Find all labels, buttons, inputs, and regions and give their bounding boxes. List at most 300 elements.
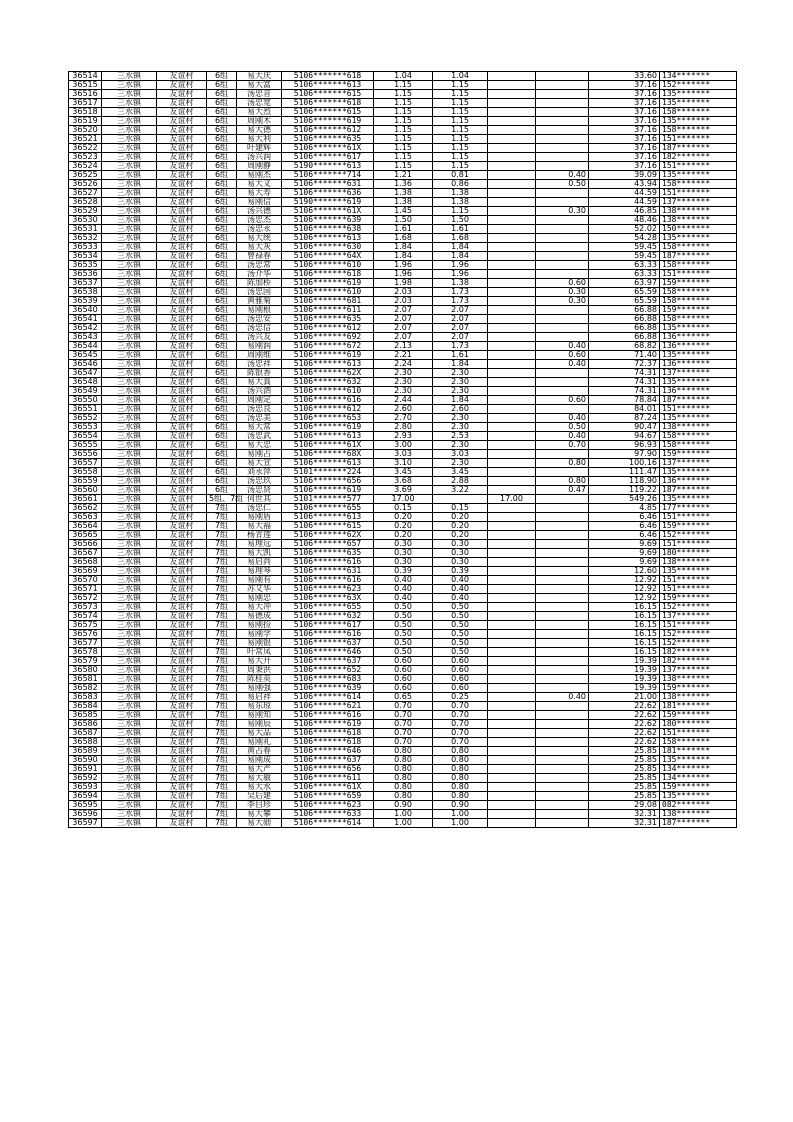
row-number: 36543 bbox=[69, 333, 102, 342]
name-cell: 汤忠仁 bbox=[237, 504, 282, 513]
amount-cell: 90.47 bbox=[589, 423, 660, 432]
total-area-cell: 1.15 bbox=[374, 126, 433, 135]
row-number: 36521 bbox=[69, 135, 102, 144]
area-b-cell bbox=[488, 90, 536, 99]
id-number-cell: 5106*******635 bbox=[282, 315, 374, 324]
group-cell: 6组 bbox=[207, 261, 237, 270]
id-number-cell: 5106*******617 bbox=[282, 621, 374, 630]
name-cell: 易大真 bbox=[237, 378, 282, 387]
id-number-cell: 5106*******61X bbox=[282, 783, 374, 792]
name-cell: 易德成 bbox=[237, 612, 282, 621]
town-cell: 三水镇 bbox=[102, 657, 157, 666]
town-cell: 三水镇 bbox=[102, 801, 157, 810]
amount-cell: 37.16 bbox=[589, 126, 660, 135]
town-cell: 三水镇 bbox=[102, 783, 157, 792]
id-number-cell: 5106*******636 bbox=[282, 189, 374, 198]
name-cell: 易理琴 bbox=[237, 567, 282, 576]
village-cell: 友谊村 bbox=[157, 297, 207, 306]
town-cell: 三水镇 bbox=[102, 675, 157, 684]
row-number: 36562 bbox=[69, 504, 102, 513]
phone-cell: 136******* bbox=[660, 477, 737, 486]
town-cell: 三水镇 bbox=[102, 405, 157, 414]
name-cell: 易大义 bbox=[237, 180, 282, 189]
total-area-cell: 1.84 bbox=[374, 243, 433, 252]
amount-cell: 39.09 bbox=[589, 171, 660, 180]
id-number-cell: 5106*******639 bbox=[282, 684, 374, 693]
village-cell: 友谊村 bbox=[157, 153, 207, 162]
row-number: 36550 bbox=[69, 396, 102, 405]
area-b-cell bbox=[488, 774, 536, 783]
town-cell: 三水镇 bbox=[102, 441, 157, 450]
town-cell: 三水镇 bbox=[102, 495, 157, 504]
area-b-cell bbox=[488, 279, 536, 288]
village-cell: 友谊村 bbox=[157, 684, 207, 693]
total-area-cell: 0.20 bbox=[374, 531, 433, 540]
area-b-cell bbox=[488, 153, 536, 162]
row-number: 36553 bbox=[69, 423, 102, 432]
area-b-cell bbox=[488, 270, 536, 279]
area-a-cell: 0.40 bbox=[433, 594, 488, 603]
village-cell: 友谊村 bbox=[157, 189, 207, 198]
name-cell: 陈桂英 bbox=[237, 675, 282, 684]
area-b-cell bbox=[488, 432, 536, 441]
village-cell: 友谊村 bbox=[157, 342, 207, 351]
area-c-cell: 0.47 bbox=[536, 486, 589, 495]
name-cell: 汤忠安 bbox=[237, 315, 282, 324]
area-b-cell bbox=[488, 675, 536, 684]
name-cell: 杨青莲 bbox=[237, 531, 282, 540]
area-a-cell: 2.30 bbox=[433, 441, 488, 450]
total-area-cell: 1.04 bbox=[374, 72, 433, 81]
amount-cell: 48.46 bbox=[589, 216, 660, 225]
amount-cell: 66.88 bbox=[589, 333, 660, 342]
name-cell: 易大寿 bbox=[237, 189, 282, 198]
total-area-cell: 0.50 bbox=[374, 603, 433, 612]
village-cell: 友谊村 bbox=[157, 378, 207, 387]
amount-cell: 22.62 bbox=[589, 729, 660, 738]
phone-cell: 187******* bbox=[660, 144, 737, 153]
group-cell: 6组 bbox=[207, 216, 237, 225]
phone-cell: 152******* bbox=[660, 639, 737, 648]
area-b-cell bbox=[488, 522, 536, 531]
town-cell: 三水镇 bbox=[102, 270, 157, 279]
table-row bbox=[69, 819, 737, 828]
area-c-cell bbox=[536, 378, 589, 387]
id-number-cell: 5106*******616 bbox=[282, 576, 374, 585]
group-cell: 6组 bbox=[207, 459, 237, 468]
name-cell: 易大勋 bbox=[237, 819, 282, 828]
area-b-cell bbox=[488, 108, 536, 117]
row-number: 36568 bbox=[69, 558, 102, 567]
area-a-cell: 1.61 bbox=[433, 225, 488, 234]
group-cell: 7组 bbox=[207, 720, 237, 729]
town-cell: 三水镇 bbox=[102, 180, 157, 189]
area-c-cell bbox=[536, 504, 589, 513]
group-cell: 6组 bbox=[207, 81, 237, 90]
area-b-cell bbox=[488, 594, 536, 603]
phone-cell: 135******* bbox=[660, 99, 737, 108]
row-number: 36546 bbox=[69, 360, 102, 369]
area-c-cell bbox=[536, 90, 589, 99]
total-area-cell: 0.80 bbox=[374, 747, 433, 756]
amount-cell: 32.31 bbox=[589, 810, 660, 819]
area-c-cell bbox=[536, 540, 589, 549]
area-b-cell bbox=[488, 513, 536, 522]
amount-cell: 46.85 bbox=[589, 207, 660, 216]
amount-cell: 37.16 bbox=[589, 144, 660, 153]
area-b-cell bbox=[488, 360, 536, 369]
town-cell: 三水镇 bbox=[102, 468, 157, 477]
village-cell: 友谊村 bbox=[157, 720, 207, 729]
area-c-cell bbox=[536, 819, 589, 828]
village-cell: 友谊村 bbox=[157, 765, 207, 774]
village-cell: 友谊村 bbox=[157, 531, 207, 540]
row-number: 36540 bbox=[69, 306, 102, 315]
village-cell: 友谊村 bbox=[157, 99, 207, 108]
area-c-cell: 0.30 bbox=[536, 207, 589, 216]
phone-cell: 181******* bbox=[660, 747, 737, 756]
area-b-cell bbox=[488, 468, 536, 477]
total-area-cell: 1.38 bbox=[374, 189, 433, 198]
area-a-cell: 1.00 bbox=[433, 819, 488, 828]
area-a-cell: 0.50 bbox=[433, 621, 488, 630]
village-cell: 友谊村 bbox=[157, 360, 207, 369]
area-b-cell bbox=[488, 288, 536, 297]
area-a-cell: 2.30 bbox=[433, 369, 488, 378]
total-area-cell: 1.15 bbox=[374, 135, 433, 144]
name-cell: 易刚忠 bbox=[237, 594, 282, 603]
town-cell: 三水镇 bbox=[102, 693, 157, 702]
area-b-cell bbox=[488, 72, 536, 81]
area-a-cell: 3.22 bbox=[433, 486, 488, 495]
amount-cell: 119.22 bbox=[589, 486, 660, 495]
group-cell: 6组 bbox=[207, 414, 237, 423]
id-number-cell: 5106*******610 bbox=[282, 288, 374, 297]
id-number-cell: 5106*******659 bbox=[282, 792, 374, 801]
area-a-cell: 1.50 bbox=[433, 216, 488, 225]
row-number: 36594 bbox=[69, 792, 102, 801]
amount-cell: 16.15 bbox=[589, 639, 660, 648]
area-a-cell: 1.73 bbox=[433, 342, 488, 351]
group-cell: 6组 bbox=[207, 270, 237, 279]
amount-cell: 65.59 bbox=[589, 297, 660, 306]
name-cell: 何世其 bbox=[237, 495, 282, 504]
town-cell: 三水镇 bbox=[102, 252, 157, 261]
area-c-cell bbox=[536, 612, 589, 621]
row-number: 36531 bbox=[69, 225, 102, 234]
group-cell: 6组 bbox=[207, 162, 237, 171]
area-b-cell bbox=[488, 819, 536, 828]
amount-cell: 549.26 bbox=[589, 495, 660, 504]
town-cell: 三水镇 bbox=[102, 612, 157, 621]
area-c-cell: 0.40 bbox=[536, 360, 589, 369]
id-number-cell: 5106*******621 bbox=[282, 702, 374, 711]
area-c-cell: 0.40 bbox=[536, 414, 589, 423]
group-cell: 7组 bbox=[207, 747, 237, 756]
amount-cell: 25.85 bbox=[589, 756, 660, 765]
area-c-cell bbox=[536, 756, 589, 765]
amount-cell: 19.39 bbox=[589, 666, 660, 675]
id-number-cell: 5101*******577 bbox=[282, 495, 374, 504]
town-cell: 三水镇 bbox=[102, 540, 157, 549]
town-cell: 三水镇 bbox=[102, 504, 157, 513]
amount-cell: 94.67 bbox=[589, 432, 660, 441]
phone-cell: 151******* bbox=[660, 585, 737, 594]
area-c-cell bbox=[536, 324, 589, 333]
row-number: 36581 bbox=[69, 675, 102, 684]
phone-cell: 159******* bbox=[660, 594, 737, 603]
phone-cell: 134******* bbox=[660, 765, 737, 774]
area-c-cell bbox=[536, 720, 589, 729]
id-number-cell: 5106*******64X bbox=[282, 252, 374, 261]
village-cell: 友谊村 bbox=[157, 135, 207, 144]
row-number: 36595 bbox=[69, 801, 102, 810]
total-area-cell: 2.30 bbox=[374, 387, 433, 396]
area-a-cell: 1.15 bbox=[433, 207, 488, 216]
name-cell: 易大品 bbox=[237, 729, 282, 738]
amount-cell: 66.88 bbox=[589, 324, 660, 333]
area-c-cell: 0.70 bbox=[536, 441, 589, 450]
group-cell: 6组 bbox=[207, 180, 237, 189]
amount-cell: 111.47 bbox=[589, 468, 660, 477]
town-cell: 三水镇 bbox=[102, 819, 157, 828]
group-cell: 7组 bbox=[207, 504, 237, 513]
row-number: 36524 bbox=[69, 162, 102, 171]
row-number: 36542 bbox=[69, 324, 102, 333]
total-area-cell: 0.60 bbox=[374, 675, 433, 684]
id-number-cell: 5106*******653 bbox=[282, 414, 374, 423]
row-number: 36563 bbox=[69, 513, 102, 522]
name-cell: 易大统 bbox=[237, 234, 282, 243]
row-number: 36532 bbox=[69, 234, 102, 243]
row-number: 36590 bbox=[69, 756, 102, 765]
id-number-cell: 5106*******614 bbox=[282, 693, 374, 702]
row-number: 36575 bbox=[69, 621, 102, 630]
area-b-cell bbox=[488, 720, 536, 729]
row-number: 36520 bbox=[69, 126, 102, 135]
phone-cell: 134******* bbox=[660, 72, 737, 81]
village-cell: 友谊村 bbox=[157, 558, 207, 567]
id-number-cell: 5106*******619 bbox=[282, 720, 374, 729]
area-a-cell: 1.84 bbox=[433, 360, 488, 369]
name-cell: 易刚捡 bbox=[237, 621, 282, 630]
row-number: 36564 bbox=[69, 522, 102, 531]
village-cell: 友谊村 bbox=[157, 288, 207, 297]
village-cell: 友谊村 bbox=[157, 180, 207, 189]
group-cell: 5组、7组 bbox=[207, 495, 237, 504]
area-a-cell: 1.15 bbox=[433, 99, 488, 108]
area-c-cell bbox=[536, 126, 589, 135]
area-b-cell bbox=[488, 243, 536, 252]
area-a-cell: 0.15 bbox=[433, 504, 488, 513]
village-cell: 友谊村 bbox=[157, 792, 207, 801]
group-cell: 7组 bbox=[207, 648, 237, 657]
town-cell: 三水镇 bbox=[102, 531, 157, 540]
town-cell: 三水镇 bbox=[102, 603, 157, 612]
name-cell: 易大攀 bbox=[237, 810, 282, 819]
id-number-cell: 5106*******714 bbox=[282, 171, 374, 180]
name-cell: 易启祥 bbox=[237, 693, 282, 702]
group-cell: 7组 bbox=[207, 630, 237, 639]
id-number-cell: 5106*******613 bbox=[282, 360, 374, 369]
row-number: 36576 bbox=[69, 630, 102, 639]
town-cell: 三水镇 bbox=[102, 207, 157, 216]
town-cell: 三水镇 bbox=[102, 117, 157, 126]
id-number-cell: 5106*******616 bbox=[282, 711, 374, 720]
name-cell: 周秉洪 bbox=[237, 666, 282, 675]
area-a-cell: 0.70 bbox=[433, 720, 488, 729]
area-a-cell: 0.81 bbox=[433, 171, 488, 180]
total-area-cell: 0.60 bbox=[374, 666, 433, 675]
amount-cell: 6.46 bbox=[589, 531, 660, 540]
phone-cell: 180******* bbox=[660, 720, 737, 729]
total-area-cell: 0.70 bbox=[374, 711, 433, 720]
total-area-cell: 1.96 bbox=[374, 270, 433, 279]
id-number-cell: 5106*******618 bbox=[282, 738, 374, 747]
village-cell: 友谊村 bbox=[157, 783, 207, 792]
total-area-cell: 0.70 bbox=[374, 738, 433, 747]
group-cell: 7组 bbox=[207, 603, 237, 612]
amount-cell: 44.59 bbox=[589, 189, 660, 198]
group-cell: 6组 bbox=[207, 225, 237, 234]
town-cell: 三水镇 bbox=[102, 459, 157, 468]
row-number: 36530 bbox=[69, 216, 102, 225]
group-cell: 7组 bbox=[207, 531, 237, 540]
area-b-cell bbox=[488, 783, 536, 792]
area-a-cell: 1.96 bbox=[433, 270, 488, 279]
area-b-cell bbox=[488, 225, 536, 234]
town-cell: 三水镇 bbox=[102, 648, 157, 657]
phone-cell: 158******* bbox=[660, 180, 737, 189]
total-area-cell: 0.80 bbox=[374, 783, 433, 792]
name-cell: 易刚强 bbox=[237, 684, 282, 693]
phone-cell: 159******* bbox=[660, 306, 737, 315]
total-area-cell: 0.50 bbox=[374, 648, 433, 657]
area-c-cell bbox=[536, 135, 589, 144]
phone-cell: 152******* bbox=[660, 630, 737, 639]
amount-cell: 25.85 bbox=[589, 774, 660, 783]
phone-cell: 137******* bbox=[660, 612, 737, 621]
id-number-cell: 5106*******615 bbox=[282, 108, 374, 117]
group-cell: 6组 bbox=[207, 144, 237, 153]
total-area-cell: 0.80 bbox=[374, 756, 433, 765]
area-a-cell: 2.88 bbox=[433, 477, 488, 486]
group-cell: 6组 bbox=[207, 207, 237, 216]
town-cell: 三水镇 bbox=[102, 135, 157, 144]
total-area-cell: 2.80 bbox=[374, 423, 433, 432]
row-number: 36593 bbox=[69, 783, 102, 792]
area-b-cell bbox=[488, 126, 536, 135]
phone-cell: 151******* bbox=[660, 405, 737, 414]
phone-cell: 151******* bbox=[660, 162, 737, 171]
total-area-cell: 0.65 bbox=[374, 693, 433, 702]
group-cell: 6组 bbox=[207, 198, 237, 207]
village-cell: 友谊村 bbox=[157, 450, 207, 459]
area-a-cell: 0.60 bbox=[433, 684, 488, 693]
id-number-cell: 5106*******613 bbox=[282, 459, 374, 468]
town-cell: 三水镇 bbox=[102, 99, 157, 108]
area-a-cell: 1.38 bbox=[433, 189, 488, 198]
town-cell: 三水镇 bbox=[102, 279, 157, 288]
village-cell: 友谊村 bbox=[157, 279, 207, 288]
id-number-cell: 5106*******652 bbox=[282, 666, 374, 675]
id-number-cell: 5106*******646 bbox=[282, 747, 374, 756]
group-cell: 7组 bbox=[207, 774, 237, 783]
row-number: 36527 bbox=[69, 189, 102, 198]
area-c-cell bbox=[536, 495, 589, 504]
row-number: 36574 bbox=[69, 612, 102, 621]
total-area-cell: 1.61 bbox=[374, 225, 433, 234]
phone-cell: 159******* bbox=[660, 783, 737, 792]
id-number-cell: 5106*******635 bbox=[282, 549, 374, 558]
id-number-cell: 5106*******612 bbox=[282, 126, 374, 135]
area-b-cell bbox=[488, 765, 536, 774]
area-a-cell: 3.45 bbox=[433, 468, 488, 477]
town-cell: 三水镇 bbox=[102, 351, 157, 360]
amount-cell: 21.00 bbox=[589, 693, 660, 702]
phone-cell: 182******* bbox=[660, 153, 737, 162]
row-number: 36534 bbox=[69, 252, 102, 261]
area-a-cell: 3.03 bbox=[433, 450, 488, 459]
town-cell: 三水镇 bbox=[102, 558, 157, 567]
village-cell: 友谊村 bbox=[157, 567, 207, 576]
area-c-cell bbox=[536, 531, 589, 540]
area-c-cell bbox=[536, 558, 589, 567]
total-area-cell: 0.20 bbox=[374, 522, 433, 531]
id-number-cell: 5106*******637 bbox=[282, 756, 374, 765]
row-number: 36538 bbox=[69, 288, 102, 297]
group-cell: 6组 bbox=[207, 90, 237, 99]
row-number: 36565 bbox=[69, 531, 102, 540]
name-cell: 易大敏 bbox=[237, 774, 282, 783]
group-cell: 7组 bbox=[207, 639, 237, 648]
row-number: 36588 bbox=[69, 738, 102, 747]
row-number: 36526 bbox=[69, 180, 102, 189]
group-cell: 7组 bbox=[207, 567, 237, 576]
village-cell: 友谊村 bbox=[157, 405, 207, 414]
village-cell: 友谊村 bbox=[157, 711, 207, 720]
area-a-cell: 1.00 bbox=[433, 810, 488, 819]
phone-cell: 135******* bbox=[660, 234, 737, 243]
area-c-cell bbox=[536, 648, 589, 657]
phone-cell: 138******* bbox=[660, 207, 737, 216]
village-cell: 友谊村 bbox=[157, 324, 207, 333]
total-area-cell: 0.50 bbox=[374, 621, 433, 630]
area-b-cell bbox=[488, 99, 536, 108]
area-b-cell bbox=[488, 369, 536, 378]
area-c-cell bbox=[536, 594, 589, 603]
row-number: 36569 bbox=[69, 567, 102, 576]
row-number: 36547 bbox=[69, 369, 102, 378]
area-c-cell bbox=[536, 144, 589, 153]
village-cell: 友谊村 bbox=[157, 549, 207, 558]
row-number: 36571 bbox=[69, 585, 102, 594]
phone-cell: 158******* bbox=[660, 441, 737, 450]
amount-cell: 52.02 bbox=[589, 225, 660, 234]
town-cell: 三水镇 bbox=[102, 486, 157, 495]
town-cell: 三水镇 bbox=[102, 198, 157, 207]
row-number: 36596 bbox=[69, 810, 102, 819]
village-cell: 友谊村 bbox=[157, 459, 207, 468]
amount-cell: 22.62 bbox=[589, 720, 660, 729]
area-a-cell: 1.84 bbox=[433, 396, 488, 405]
area-a-cell: 0.60 bbox=[433, 666, 488, 675]
group-cell: 6组 bbox=[207, 153, 237, 162]
group-cell: 6组 bbox=[207, 72, 237, 81]
total-area-cell: 1.15 bbox=[374, 99, 433, 108]
village-cell: 友谊村 bbox=[157, 90, 207, 99]
amount-cell: 100.16 bbox=[589, 459, 660, 468]
